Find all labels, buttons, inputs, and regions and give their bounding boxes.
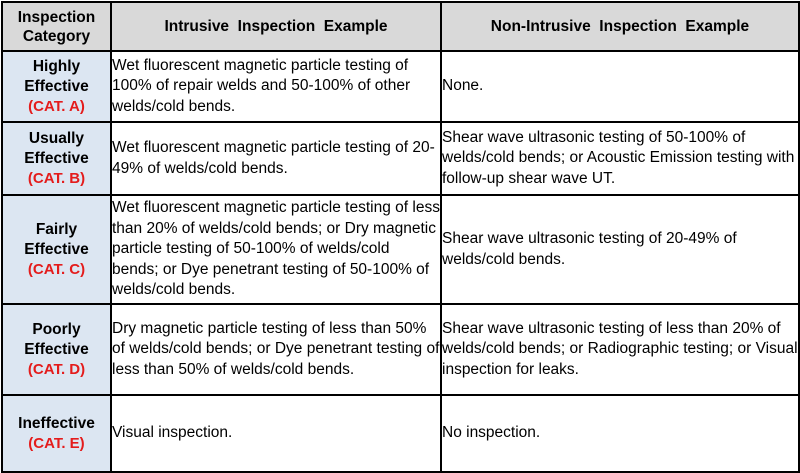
- category-cell: [2, 51, 111, 122]
- category-code: (CAT. D): [27, 360, 86, 378]
- category-code: (CAT. A): [28, 97, 85, 115]
- intrusive-example-cell: Wet fluorescent magnetic particle testing of less than 20% of welds/cold bends; or Dry magnetic particle testing of 50-100% of welds/cold bends; or Dye penetrant testing of 50-100% of welds/cold bends.: [111, 195, 441, 304]
- header-inspection-category: Inspection Category: [2, 2, 111, 51]
- non-intrusive-example-cell: No inspection.: [441, 395, 799, 472]
- category-code: (CAT. B): [27, 169, 86, 187]
- non-intrusive-example-cell: Shear wave ultrasonic testing of 50-100% of welds/cold bends; or Acoustic Emission testing with follow-up shear wave UT.: [441, 122, 799, 195]
- header-non-intrusive-example: Non-Intrusive Inspection Example: [441, 2, 799, 51]
- intrusive-example-cell: Dry magnetic particle testing of less than 50% of welds/cold bends; or Dye penetrant testing of less than 50% of welds/cold bends.: [111, 304, 441, 395]
- category-code: (CAT. C): [27, 260, 86, 278]
- intrusive-example-cell: Wet fluorescent magnetic particle testing of 100% of repair welds and 50-100% of other welds/cold bends.: [111, 51, 441, 122]
- category-name: Highly Effective: [24, 57, 89, 95]
- table-row-cat-e: [2, 395, 799, 472]
- category-name: Usually Effective: [24, 129, 89, 167]
- non-intrusive-example-cell: Shear wave ultrasonic testing of 20-49% of welds/cold bends.: [441, 195, 799, 304]
- header-intrusive-example: Intrusive Inspection Example: [111, 2, 441, 51]
- category-name: Ineffective: [18, 414, 95, 432]
- table-header-row: [2, 2, 799, 51]
- table-row-cat-a: [2, 51, 799, 122]
- category-cell: [2, 395, 111, 472]
- table-row-cat-c: [2, 195, 799, 304]
- non-intrusive-example-cell: None.: [441, 51, 799, 122]
- category-cell: [2, 195, 111, 304]
- category-cell: [2, 122, 111, 195]
- category-name: Fairly Effective: [24, 220, 89, 258]
- non-intrusive-example-cell: Shear wave ultrasonic testing of less than 20% of welds/cold bends; or Radiographic testing; or Visual inspection for leaks.: [441, 304, 799, 395]
- category-code: (CAT. E): [28, 434, 85, 452]
- category-cell: [2, 304, 111, 395]
- intrusive-example-cell: Visual inspection.: [111, 395, 441, 472]
- inspection-effectiveness-table: [1, 1, 800, 473]
- intrusive-example-cell: Wet fluorescent magnetic particle testing of 20-49% of welds/cold bends.: [111, 122, 441, 195]
- category-name: Poorly Effective: [24, 320, 89, 358]
- table-row-cat-b: [2, 122, 799, 195]
- table-row-cat-d: [2, 304, 799, 395]
